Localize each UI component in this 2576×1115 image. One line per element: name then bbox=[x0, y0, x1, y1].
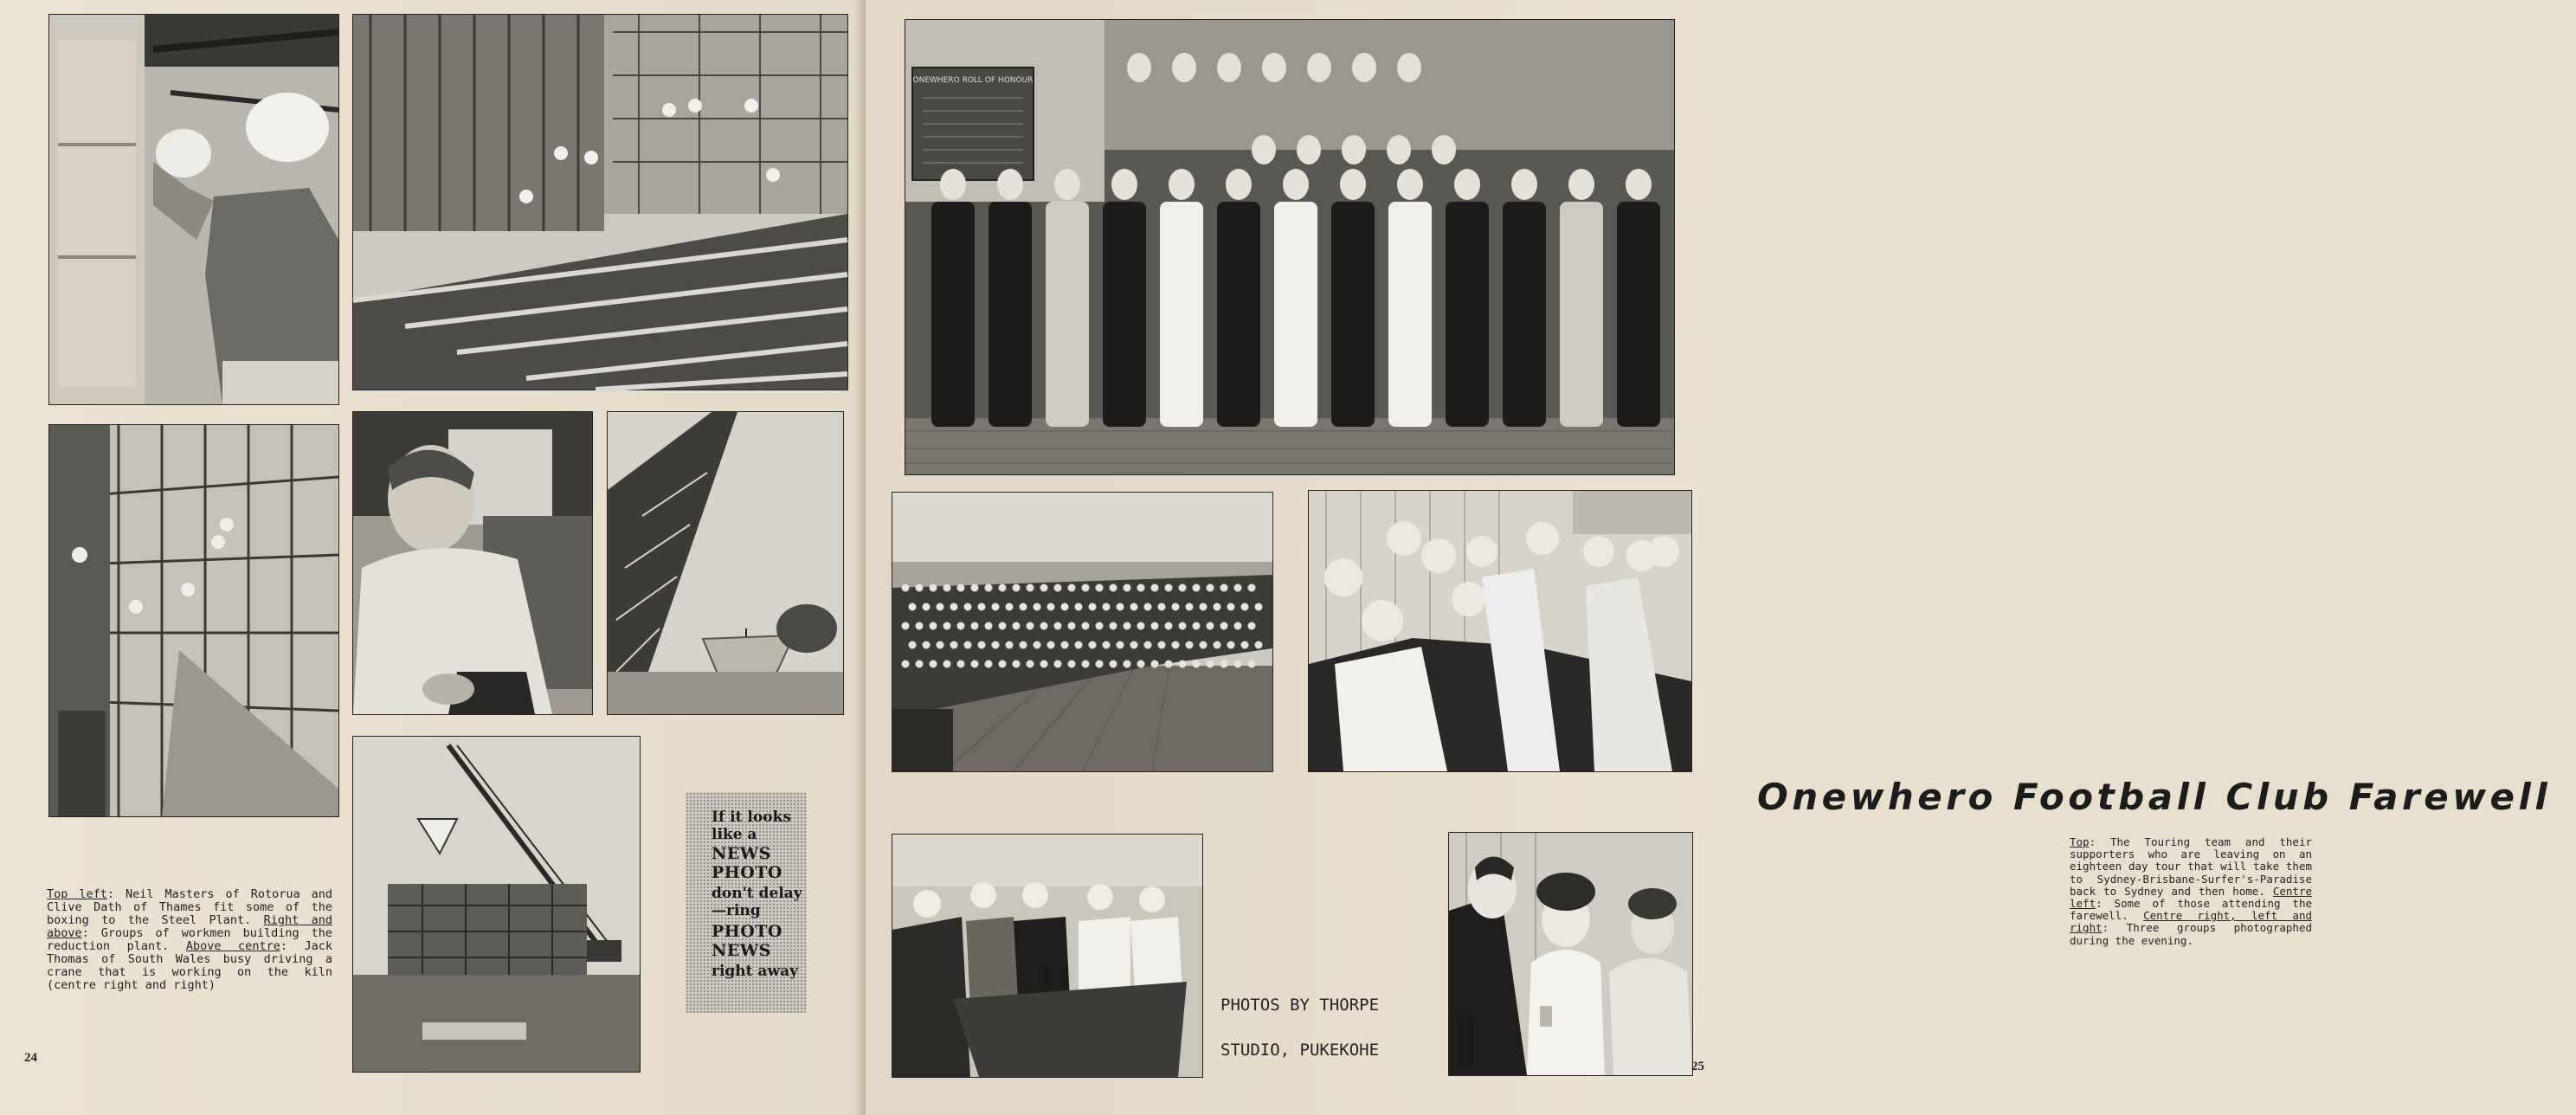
right-page-caption bbox=[2070, 836, 2312, 947]
crowd-head bbox=[1124, 622, 1131, 630]
crowd-head bbox=[1082, 622, 1090, 630]
team-member-head bbox=[1127, 53, 1151, 82]
crowd-head bbox=[943, 661, 951, 668]
crowd-head bbox=[964, 603, 972, 611]
caption-label-centre-left: Centre left bbox=[2070, 884, 2312, 911]
crowd-head bbox=[930, 661, 937, 668]
crowd-head bbox=[1151, 661, 1159, 668]
crowd-head bbox=[1227, 641, 1235, 649]
photo-men-at-table bbox=[892, 834, 1203, 1078]
crowd-head bbox=[1172, 641, 1180, 649]
photo-workers-fitting-boxing bbox=[48, 14, 339, 405]
team-member-body bbox=[1274, 202, 1317, 427]
crowd-head bbox=[1186, 641, 1194, 649]
crowd-head bbox=[1013, 584, 1021, 592]
team-member-head bbox=[1511, 169, 1537, 200]
team-member-head bbox=[1432, 135, 1456, 164]
team-member-body bbox=[1560, 202, 1603, 427]
right-page bbox=[866, 0, 2552, 1115]
crowd-head bbox=[1020, 603, 1027, 611]
team-member-body bbox=[1217, 202, 1260, 427]
team-member-head bbox=[1454, 169, 1480, 200]
ad-line-7: PHOTO bbox=[712, 922, 782, 941]
crowd-head bbox=[1040, 661, 1048, 668]
ad-line-3: NEWS bbox=[712, 844, 771, 863]
crowd-head bbox=[1124, 584, 1131, 592]
caption-label-centre-right: Centre right, left and right bbox=[2070, 909, 2312, 935]
caption-text-top-left: : Neil Masters of Rotorua and Clive Dath of Thames fit some of the boxing to the Steel Plant. bbox=[47, 887, 332, 927]
crowd-head bbox=[1130, 641, 1138, 649]
news-photo-advertisement bbox=[686, 792, 807, 1013]
crowd-head bbox=[1179, 584, 1187, 592]
photo-three-guests-drinks bbox=[1448, 832, 1693, 1076]
crowd-head bbox=[1020, 641, 1027, 649]
caption-label-right-above: Right and above bbox=[47, 913, 332, 940]
crowd-head bbox=[1110, 622, 1117, 630]
crowd-head bbox=[971, 622, 979, 630]
photo-crane-boom bbox=[607, 411, 844, 715]
crowd-head bbox=[1248, 622, 1256, 630]
team-member-head bbox=[1307, 53, 1331, 82]
crowd-head bbox=[985, 661, 993, 668]
crowd-head bbox=[1117, 641, 1124, 649]
crowd-head bbox=[1207, 584, 1214, 592]
crowd-head bbox=[957, 661, 965, 668]
crowd-head bbox=[992, 603, 1000, 611]
crowd-head bbox=[1214, 603, 1221, 611]
crowd-head bbox=[1096, 584, 1104, 592]
crowd-head bbox=[1103, 603, 1111, 611]
crowd-head bbox=[916, 584, 924, 592]
crowd-head bbox=[1137, 584, 1145, 592]
caption-label-top-left: Top left bbox=[47, 887, 107, 901]
crowd-head bbox=[902, 622, 910, 630]
crowd-head bbox=[1096, 622, 1104, 630]
crowd-head bbox=[916, 661, 924, 668]
team-member-head bbox=[1054, 169, 1080, 200]
crowd-head bbox=[999, 622, 1007, 630]
team-member-body bbox=[1503, 202, 1546, 427]
crowd-head bbox=[1165, 584, 1173, 592]
crowd-head bbox=[937, 641, 944, 649]
crowd-head bbox=[1193, 661, 1201, 668]
crowd-head bbox=[1034, 641, 1041, 649]
crowd-head bbox=[1013, 661, 1021, 668]
team-member-head bbox=[1342, 135, 1366, 164]
page-number-right: 25 bbox=[1691, 1060, 1704, 1073]
photo-touring-team-group bbox=[905, 19, 1675, 475]
crowd-head bbox=[1165, 661, 1173, 668]
crowd-head bbox=[909, 641, 917, 649]
crowd-head bbox=[1027, 661, 1034, 668]
caption-label-above-centre: Above centre bbox=[185, 939, 280, 953]
team-member-head bbox=[1172, 53, 1196, 82]
crowd-head bbox=[923, 641, 931, 649]
crowd-head bbox=[1207, 661, 1214, 668]
team-member-head bbox=[1111, 169, 1137, 200]
ad-line-2: like a bbox=[712, 826, 757, 843]
team-member-body bbox=[1103, 202, 1146, 427]
crowd-head bbox=[950, 641, 958, 649]
crowd-head bbox=[1255, 641, 1263, 649]
crowd-head bbox=[1172, 603, 1180, 611]
crowd-head bbox=[909, 603, 917, 611]
crowd-head bbox=[1151, 584, 1159, 592]
photo-group-seated-right bbox=[1308, 490, 1692, 772]
team-member-body bbox=[1331, 202, 1375, 427]
crowd-head bbox=[1027, 622, 1034, 630]
team-member-head bbox=[940, 169, 966, 200]
caption-text-centre-right: : Three groups photographed during the evening. bbox=[2070, 921, 2312, 947]
team-member-body bbox=[1160, 202, 1203, 427]
left-page bbox=[0, 0, 866, 1115]
crowd-head bbox=[1110, 584, 1117, 592]
team-member-head bbox=[1217, 53, 1241, 82]
crowd-head bbox=[1144, 603, 1152, 611]
crowd-head bbox=[1034, 603, 1041, 611]
crowd-head bbox=[1006, 641, 1014, 649]
crowd-head bbox=[978, 641, 986, 649]
crowd-head bbox=[1151, 622, 1159, 630]
team-member-head bbox=[1397, 169, 1423, 200]
crowd-head bbox=[1158, 641, 1166, 649]
crowd-head bbox=[1054, 622, 1062, 630]
photo-credit-line-1: PHOTOS BY THORPE bbox=[1220, 996, 1380, 1015]
crowd-head bbox=[1075, 641, 1083, 649]
crowd-head bbox=[1082, 584, 1090, 592]
crowd-head bbox=[971, 584, 979, 592]
crowd-head bbox=[1096, 661, 1104, 668]
crowd-head bbox=[1220, 584, 1228, 592]
caption-text-centre-left: : Some of those attending the farewell. bbox=[2070, 897, 2312, 923]
crowd-head bbox=[1117, 603, 1124, 611]
ad-line-6: —ring bbox=[712, 902, 761, 919]
crowd-head bbox=[1124, 661, 1131, 668]
team-member-head bbox=[1387, 135, 1411, 164]
team-member-body bbox=[1388, 202, 1432, 427]
crowd-head bbox=[1200, 603, 1208, 611]
crowd-head bbox=[943, 622, 951, 630]
crowd-head bbox=[1248, 661, 1256, 668]
crowd-head bbox=[1165, 622, 1173, 630]
team-member-head bbox=[1340, 169, 1366, 200]
crowd-head bbox=[1241, 603, 1249, 611]
photo-scaffolding-workers bbox=[48, 424, 339, 817]
crowd-head bbox=[902, 661, 910, 668]
ad-line-5: don't delay bbox=[712, 885, 802, 902]
photo-kiln-site-crane bbox=[352, 736, 641, 1073]
crowd-head bbox=[978, 603, 986, 611]
crowd-head bbox=[999, 584, 1007, 592]
crowd-head bbox=[1110, 661, 1117, 668]
ad-line-4: PHOTO bbox=[712, 863, 782, 882]
crowd-head bbox=[1234, 661, 1242, 668]
crowd-head bbox=[957, 584, 965, 592]
crowd-head bbox=[1193, 622, 1201, 630]
crowd-head bbox=[1013, 622, 1021, 630]
crowd-head bbox=[916, 622, 924, 630]
crowd-head bbox=[1075, 603, 1083, 611]
team-member-body bbox=[1046, 202, 1089, 427]
crowd-head bbox=[1068, 584, 1076, 592]
crowd-head bbox=[1047, 603, 1055, 611]
crowd-head bbox=[1068, 661, 1076, 668]
crowd-head bbox=[1068, 622, 1076, 630]
team-member-head bbox=[997, 169, 1023, 200]
crowd-head bbox=[943, 584, 951, 592]
crowd-head bbox=[1061, 603, 1069, 611]
team-member-head bbox=[1397, 53, 1421, 82]
article-headline: Onewhero Football Club Farewell bbox=[1757, 776, 2552, 818]
caption-text-above-centre: : Jack Thomas of South Wales busy driving a crane that is working on the kiln (centre right and right) bbox=[47, 939, 332, 992]
crowd-head bbox=[1248, 584, 1256, 592]
team-member-head bbox=[1626, 169, 1652, 200]
team-member-head bbox=[1352, 53, 1376, 82]
crowd-head bbox=[985, 584, 993, 592]
crowd-head bbox=[1144, 641, 1152, 649]
crowd-head bbox=[1241, 641, 1249, 649]
crowd-head bbox=[1193, 584, 1201, 592]
crowd-head bbox=[930, 584, 937, 592]
left-page-caption bbox=[47, 888, 332, 992]
crowd-head bbox=[964, 641, 972, 649]
crowd-head bbox=[1047, 641, 1055, 649]
ad-line-8: NEWS bbox=[712, 941, 771, 960]
caption-label-top: Top bbox=[2070, 835, 2090, 848]
crowd-head bbox=[950, 603, 958, 611]
crowd-head bbox=[937, 603, 944, 611]
crowd-head bbox=[1103, 641, 1111, 649]
crowd-head bbox=[971, 661, 979, 668]
crowd-head bbox=[1082, 661, 1090, 668]
crowd-head bbox=[1054, 584, 1062, 592]
crowd-head bbox=[1186, 603, 1194, 611]
team-member-head bbox=[1568, 169, 1594, 200]
crowd-head bbox=[1158, 603, 1166, 611]
photo-crane-driver-portrait bbox=[352, 411, 593, 715]
honours-board-text: ONEWHERO ROLL OF HONOUR bbox=[912, 76, 1034, 85]
crowd-head bbox=[1214, 641, 1221, 649]
team-member-head bbox=[1226, 169, 1252, 200]
crowd-head bbox=[1220, 622, 1228, 630]
crowd-head bbox=[985, 622, 993, 630]
crowd-head bbox=[1027, 584, 1034, 592]
team-member-head bbox=[1262, 53, 1286, 82]
photo-farewell-crowd-hall bbox=[892, 492, 1273, 772]
crowd-head bbox=[992, 641, 1000, 649]
crowd-head bbox=[1207, 622, 1214, 630]
caption-text-top: : The Touring team and their supporters who are leaving on an eighteen day tour that will take them to Sydney-Brisbane-Surfer's-Paradise back to Sydney and then home. bbox=[2070, 835, 2312, 898]
crowd-head bbox=[923, 603, 931, 611]
team-member-body bbox=[1446, 202, 1489, 427]
crowd-head bbox=[1200, 641, 1208, 649]
crowd-head bbox=[930, 622, 937, 630]
crowd-head bbox=[902, 584, 910, 592]
crowd-head bbox=[1130, 603, 1138, 611]
crowd-head bbox=[999, 661, 1007, 668]
crowd-head bbox=[1227, 603, 1235, 611]
crowd-head bbox=[957, 622, 965, 630]
crowd-head bbox=[1054, 661, 1062, 668]
photo-reduction-plant-formwork bbox=[352, 14, 848, 390]
crowd-head bbox=[1234, 622, 1242, 630]
crowd-head bbox=[1061, 641, 1069, 649]
ad-line-9: right away bbox=[712, 963, 798, 980]
photo-credit-line-2: STUDIO, PUKEKOHE bbox=[1220, 1041, 1380, 1060]
team-member-body bbox=[1617, 202, 1660, 427]
crowd-head bbox=[1089, 641, 1097, 649]
crowd-head bbox=[1040, 584, 1048, 592]
team-member-head bbox=[1169, 169, 1195, 200]
team-member-body bbox=[989, 202, 1032, 427]
crowd-head bbox=[1089, 603, 1097, 611]
crowd-head bbox=[1220, 661, 1228, 668]
crowd-head bbox=[1137, 622, 1145, 630]
team-member-body bbox=[931, 202, 975, 427]
team-member-head bbox=[1252, 135, 1276, 164]
crowd-head bbox=[1234, 584, 1242, 592]
crowd-head bbox=[1137, 661, 1145, 668]
crowd-head bbox=[1179, 622, 1187, 630]
caption-text-right-above: : Groups of workmen building the reduction plant. bbox=[47, 926, 332, 953]
crowd-head bbox=[1255, 603, 1263, 611]
crowd-head bbox=[1040, 622, 1048, 630]
team-member-head bbox=[1297, 135, 1321, 164]
crowd-head bbox=[1179, 661, 1187, 668]
team-member-head bbox=[1283, 169, 1309, 200]
crowd-head bbox=[1006, 603, 1014, 611]
page-number-left: 24 bbox=[24, 1051, 37, 1065]
ad-line-1: If it looks bbox=[712, 809, 791, 826]
